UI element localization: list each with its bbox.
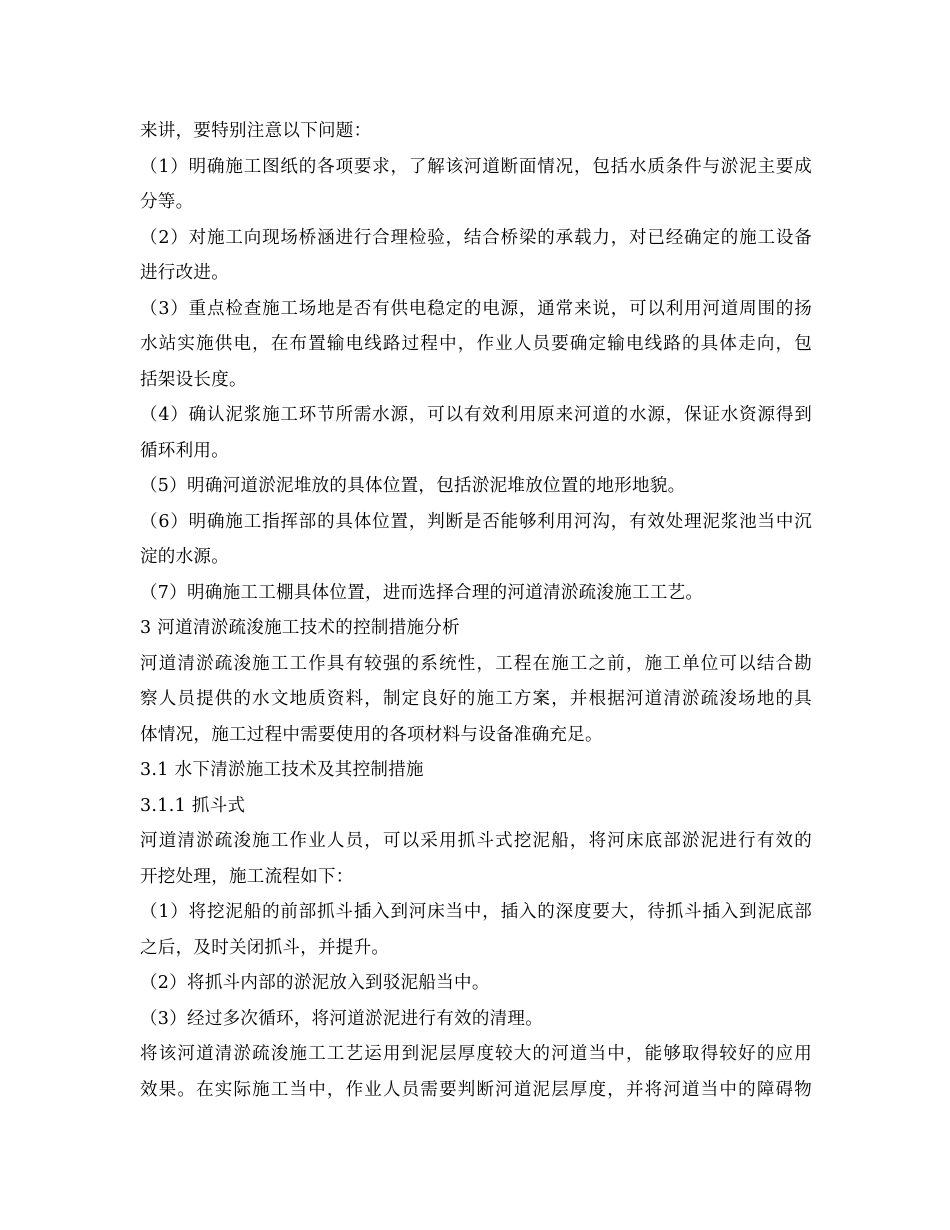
- text-line: 水站实施供电，在布置输电线路过程中，作业人员要确定输电线路的具体走向，包: [140, 334, 812, 354]
- text-line: （5）明确河道淤泥堆放的具体位置，包括淤泥堆放位置的地形地貌。: [140, 476, 686, 496]
- text-line: 循环利用。: [140, 440, 229, 461]
- text-line: 3.1.1 抓斗式: [140, 795, 246, 816]
- text-line: 体情况，施工过程中需要使用的各项材料与设备准确充足。: [140, 724, 603, 745]
- text-line: 进行改进。: [140, 263, 229, 283]
- text-line: 淀的水源。: [140, 547, 229, 567]
- text-line: （2）将抓斗内部的淤泥放入到驳泥船当中。: [140, 973, 490, 993]
- text-line: 来讲，要特别注意以下问题：: [140, 121, 372, 141]
- text-line: 效果。在实际施工当中，作业人员需要判断河道泥层厚度，并将河道当中的障碍物: [140, 1079, 812, 1100]
- text-line: 河道清淤疏浚施工作业人员，可以采用抓斗式挖泥船，将河床底部淤泥进行有效的: [140, 831, 812, 851]
- text-line: 开挖处理，施工流程如下：: [140, 866, 354, 887]
- text-line: 将该河道清淤疏浚施工工艺运用到泥层厚度较大的河道当中，能够取得较好的应用: [140, 1044, 812, 1064]
- text-line: 之后，及时关闭抓斗，并提升。: [140, 937, 390, 958]
- text-line: （7）明确施工工棚具体位置，进而选择合理的河道清淤疏浚施工工艺。: [140, 582, 704, 603]
- text-line: （6）明确施工指挥部的具体位置，判断是否能够利用河沟，有效处理泥浆池当中沉: [140, 511, 812, 532]
- text-line: （3）经过多次循环，将河道淤泥进行有效的清理。: [140, 1008, 544, 1029]
- text-line: 察人员提供的水文地质资料，制定良好的施工方案，并根据河道清淤疏浚场地的具: [140, 689, 812, 709]
- text-line: 河道清淤疏浚施工工作具有较强的系统性，工程在施工之前，施工单位可以结合勘: [140, 653, 812, 674]
- text-line: 3.1 水下清淤施工技术及其控制措施: [140, 760, 424, 780]
- text-line: （3）重点检查施工场地是否有供电稳定的电源，通常来说，可以利用河道周围的扬: [140, 298, 812, 319]
- text-line: （1）明确施工图纸的各项要求，了解该河道断面情况，包括水质条件与淤泥主要成: [140, 156, 812, 177]
- text-line: 括架设长度。: [140, 369, 247, 390]
- text-line: 3 河道清淤疏浚施工技术的控制措施分析: [140, 618, 460, 638]
- text-line: 分等。: [140, 192, 194, 212]
- text-line: （4）确认泥浆施工环节所需水源，可以有效利用原来河道的水源，保证水资源得到: [140, 405, 812, 425]
- document-body: [140, 114, 812, 1108]
- text-line: （1）将挖泥船的前部抓斗插入到河床当中，插入的深度要大，待抓斗插入到泥底部: [140, 902, 812, 922]
- text-line: （2）对施工向现场桥涵进行合理检验，结合桥梁的承载力，对已经确定的施工设备: [140, 227, 812, 248]
